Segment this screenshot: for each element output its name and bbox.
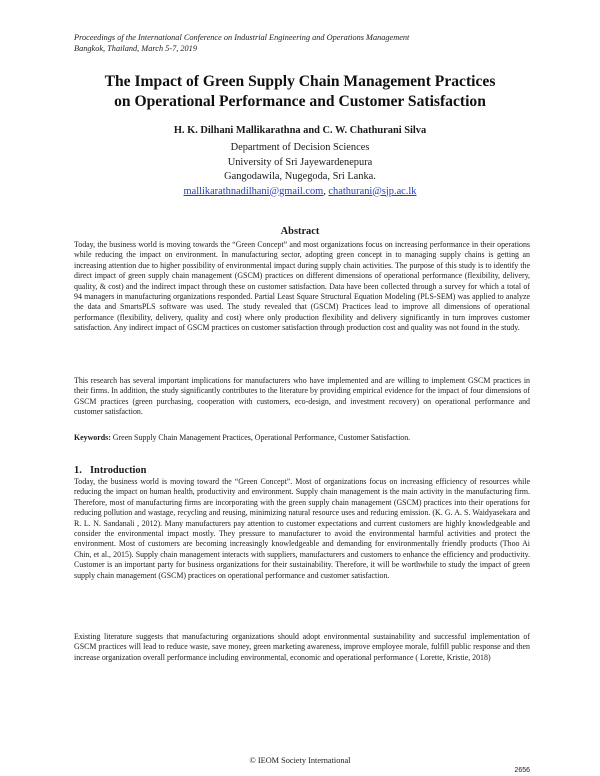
email-line xyxy=(40,185,560,200)
introduction-paragraph-2: Existing literature suggests that manufacturing organizations should adopt environmental sustainability and successful implementation of GSCM practices will lead to reduce waste, save money, green marketing awareness, improve employee morale, fulfill public response and then increase organization overall performance including environmental, economic and operational performance ( Lorette, Kristie, 2018) xyxy=(74,632,530,662)
title-line-2: on Operational Performance and Customer Satisfaction xyxy=(114,93,486,110)
proceedings-header xyxy=(74,32,534,54)
paper-title xyxy=(40,72,560,112)
keywords-line xyxy=(74,433,530,443)
email-link-2[interactable]: chathurani@sjp.ac.lk xyxy=(328,185,417,197)
author-list: H. K. Dilhani Mallikarathna and C. W. Chathurani Silva xyxy=(173,125,427,136)
section-title: Introduction xyxy=(90,465,147,476)
page-number: 2656 xyxy=(514,767,530,774)
abstract-paragraph-2: This research has several important implications for manufacturers who have implemented and are willing to implement GSCM practices in their firms. In addition, the study significantly contributes to the literature by providing empirical evidence for the impact of four dimensions of GSCM practices (green purchasing, cooperation with customers, eco-design, and investment recovery) on operational performance and customer satisfaction. xyxy=(74,376,530,417)
keywords-text: Green Supply Chain Management Practices, Operational Performance, Customer Satisfaction. xyxy=(110,433,411,442)
department: Department of Decision Sciences xyxy=(230,142,370,153)
email-link-1[interactable]: mallikarathnadilhani@gmail.com xyxy=(183,185,324,197)
email-separator: , xyxy=(323,185,329,197)
introduction-heading xyxy=(74,465,530,477)
proceedings-line: Proceedings of the International Conference on Industrial Engineering and Operations Management xyxy=(74,33,410,42)
location: Gangodawila, Nugegoda, Sri Lanka. xyxy=(224,171,376,182)
copyright-footer: © IEOM Society International xyxy=(249,756,351,765)
affiliation-block xyxy=(40,141,560,199)
keywords-label: Keywords: xyxy=(74,433,111,442)
title-line-1: The Impact of Green Supply Chain Management Practices xyxy=(104,73,496,90)
introduction-paragraph-1: Today, the business world is moving toward the “Green Concept”. Most of organizations focus on increasing efficiency of resources while reducing the impact on human health, productivity and environment. Supply chain management is the main activity in the manufacturing firm. Therefore, most of manufacturing firms are incorporating with the green supply chain management (GSCM) practices into their operations for reducing pollution and wastage, recycling and reusing, minimizing natural resource uses and reducing emission. (K. G. A. S. Waidyasekara and R. L. N. Sandanali , 2012). Many manufacturers pay attention to customer expectations and current customers are highly knowledgeable and consider the environmental impact mostly. They pressure to manufacturer to avoid the environmental harmful activities and protect the environment. Most of customers are becoming increasingly knowledgeable and demanding for environmentally friendly products (Thoo Ai Chin, et al., 2015). Supply chain management interacts with suppliers, manufacturers and customers to enhance the efficiency and productivity. Customer is an important party for business organizations for their sustainability. Therefore, it will be worthwhile to study the impact of green supply chain management (GSCM) practices on operational performance and customer satisfaction. xyxy=(74,477,530,580)
university: University of Sri Jayewardenepura xyxy=(227,156,373,168)
proceedings-location-line: Bangkok, Thailand, March 5-7, 2019 xyxy=(74,44,197,53)
abstract-heading: Abstract xyxy=(280,226,320,237)
section-number: 1. xyxy=(74,465,82,476)
abstract-paragraph-1: Today, the business world is moving towards the “Green Concept” and most organizations focus on increasing performance in their operations while reducing the impact on environment. In manufacturing sector, adopting green concept in to managing supply chains is getting an increasing attention due to higher possibility of environmental impact during supply chain activities. The purpose of this study is to identify the direct impact of green supply chain management (GSCM) practices on different dimensions of operational performance (flexibility, delivery, quality, & cost) and the indirect impact through these on customer satisfaction. Data have been collected through a survey for which a total of 94 managers in manufacturing organizations responded. Partial Least Square Structural Equation Modeling (PLS-SEM) was applied to analyze the data and SmartsPLS software was used. The study revealed that (GSCM) Practices lead to improve all dimensions of operational performance (flexibility, delivery, quality and cost) where only production flexibility and delivery significantly in turn improves customer satisfaction. Any indirect impact of GSCM practices on customer satisfaction through production cost and quality was not found in the study. xyxy=(74,240,530,333)
